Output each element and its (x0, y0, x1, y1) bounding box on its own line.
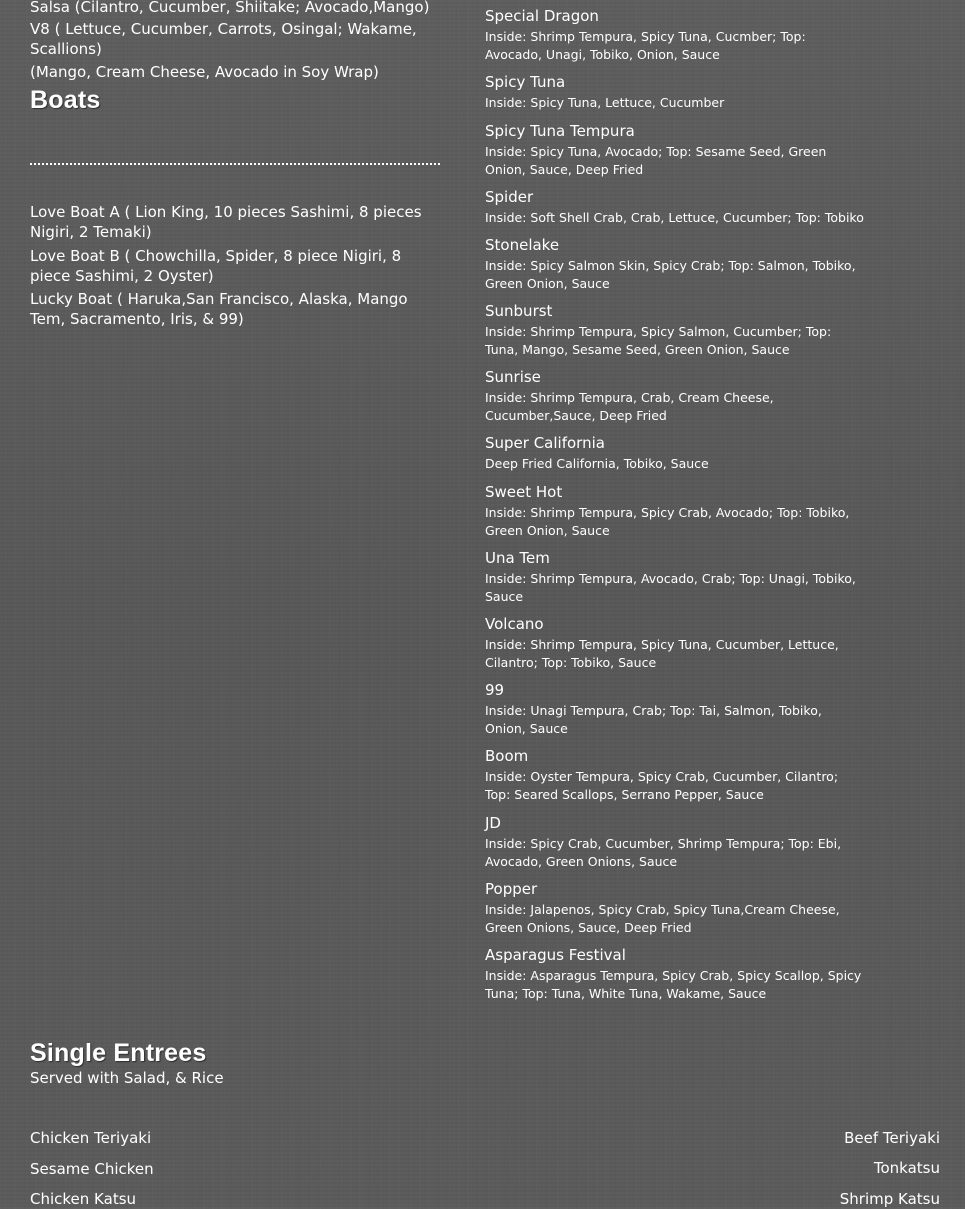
roll-name: Una Tem (485, 549, 550, 567)
entree-chicken-katsu: Chicken Katsu (30, 1190, 137, 1208)
roll-description: Deep Fried California, Tobiko, Sauce (485, 456, 709, 471)
roll-item (485, 680, 865, 738)
roll-item (485, 813, 865, 871)
roll-description: Inside: Jalapenos, Spicy Crab, Spicy Tuna,Cream Cheese, Green Onions, Sauce, Deep Fried (485, 902, 840, 935)
roll-description: Inside: Shrimp Tempura, Spicy Tuna, Cucumber, Lettuce, Cilantro; Top: Tobiko, Sauce (485, 637, 839, 670)
roll-name: Spider (485, 188, 534, 206)
roll-description: Inside: Shrimp Tempura, Spicy Salmon, Cucumber; Top: Tuna, Mango, Sesame Seed, Green Onion, Sauce (485, 324, 832, 357)
entree-sesame-chicken: Sesame Chicken (30, 1160, 154, 1178)
roll-name: Spicy Tuna (485, 73, 566, 91)
entree-shrimp-katsu: Shrimp Katsu (839, 1190, 940, 1208)
menu-item-love-boat-a: Love Boat A ( Lion King, 10 pieces Sashimi, 8 pieces Nigiri, 2 Temaki) (30, 203, 422, 241)
roll-description: Inside: Shrimp Tempura, Spicy Tuna, Cucmber; Top: Avocado, Unagi, Tobiko, Onion, Sauce (485, 29, 806, 62)
roll-description: Inside: Spicy Tuna, Avocado; Top: Sesame Seed, Green Onion, Sauce, Deep Fried (485, 144, 827, 177)
roll-item (485, 72, 865, 112)
menu-item-lucky-boat: Lucky Boat ( Haruka,San Francisco, Alaska, Mango Tem, Sacramento, Iris, & 99) (30, 290, 408, 328)
roll-name: Sunrise (485, 368, 541, 386)
single-entrees-subtitle: Served with Salad, & Rice (30, 1069, 224, 1087)
section-divider (30, 163, 440, 165)
menu-item-v8: V8 ( Lettuce, Cucumber, Carrots, Osingal; Wakame, Scallions) (30, 20, 417, 58)
entree-beef-teriyaki: Beef Teriyaki (844, 1129, 940, 1147)
entree-tonkatsu: Tonkatsu (873, 1159, 940, 1177)
boats-heading: Boats (30, 86, 101, 114)
roll-item (485, 367, 865, 425)
roll-name: Popper (485, 880, 538, 898)
roll-name: JD (485, 814, 501, 832)
roll-name: Spicy Tuna Tempura (485, 122, 635, 140)
roll-item (485, 945, 865, 1003)
menu-item-mango: (Mango, Cream Cheese, Avocado in Soy Wrap) (30, 63, 379, 81)
roll-description: Inside: Spicy Salmon Skin, Spicy Crab; Top: Salmon, Tobiko, Green Onion, Sauce (485, 258, 856, 291)
roll-item (485, 548, 865, 606)
roll-description: Inside: Shrimp Tempura, Crab, Cream Cheese, Cucumber,Sauce, Deep Fried (485, 390, 774, 423)
roll-item (485, 879, 865, 937)
roll-name: Volcano (485, 615, 544, 633)
roll-item (485, 482, 865, 540)
entree-chicken-teriyaki: Chicken Teriyaki (30, 1129, 152, 1147)
roll-item (485, 746, 865, 804)
roll-name: 99 (485, 681, 505, 699)
roll-item (485, 6, 865, 64)
roll-name: Special Dragon (485, 7, 599, 25)
roll-item (485, 301, 865, 359)
menu-item-love-boat-b: Love Boat B ( Chowchilla, Spider, 8 piece Nigiri, 8 piece Sashimi, 2 Oyster) (30, 247, 402, 285)
single-entrees-heading: Single Entrees (30, 1039, 207, 1067)
roll-item (485, 121, 865, 179)
roll-description: Inside: Spicy Crab, Cucumber, Shrimp Tempura; Top: Ebi, Avocado, Green Onions, Sauce (485, 836, 842, 869)
roll-name: Super California (485, 434, 605, 452)
roll-item (485, 187, 865, 227)
roll-name: Sunburst (485, 302, 553, 320)
roll-description: Inside: Asparagus Tempura, Spicy Crab, Spicy Scallop, Spicy Tuna; Top: Tuna, White Tuna, Wakame, Sauce (485, 968, 862, 1001)
roll-item (485, 614, 865, 672)
roll-description: Inside: Shrimp Tempura, Avocado, Crab; Top: Unagi, Tobiko, Sauce (485, 571, 856, 604)
roll-description: Inside: Shrimp Tempura, Spicy Crab, Avocado; Top: Tobiko, Green Onion, Sauce (485, 505, 850, 538)
roll-description: Inside: Spicy Tuna, Lettuce, Cucumber (485, 95, 725, 110)
roll-name: Sweet Hot (485, 483, 563, 501)
roll-item (485, 235, 865, 293)
roll-description: Inside: Unagi Tempura, Crab; Top: Tai, Salmon, Tobiko, Onion, Sauce (485, 703, 822, 736)
menu-item-salsa: Salsa (Cilantro, Cucumber, Shiitake; Avocado,Mango) (30, 0, 430, 16)
roll-description: Inside: Oyster Tempura, Spicy Crab, Cucumber, Cilantro; Top: Seared Scallops, Serrano Pepper, Sauce (485, 769, 839, 802)
roll-name: Asparagus Festival (485, 946, 626, 964)
roll-name: Boom (485, 747, 529, 765)
roll-item (485, 433, 865, 473)
roll-description: Inside: Soft Shell Crab, Crab, Lettuce, Cucumber; Top: Tobiko (485, 210, 864, 225)
roll-name: Stonelake (485, 236, 560, 254)
